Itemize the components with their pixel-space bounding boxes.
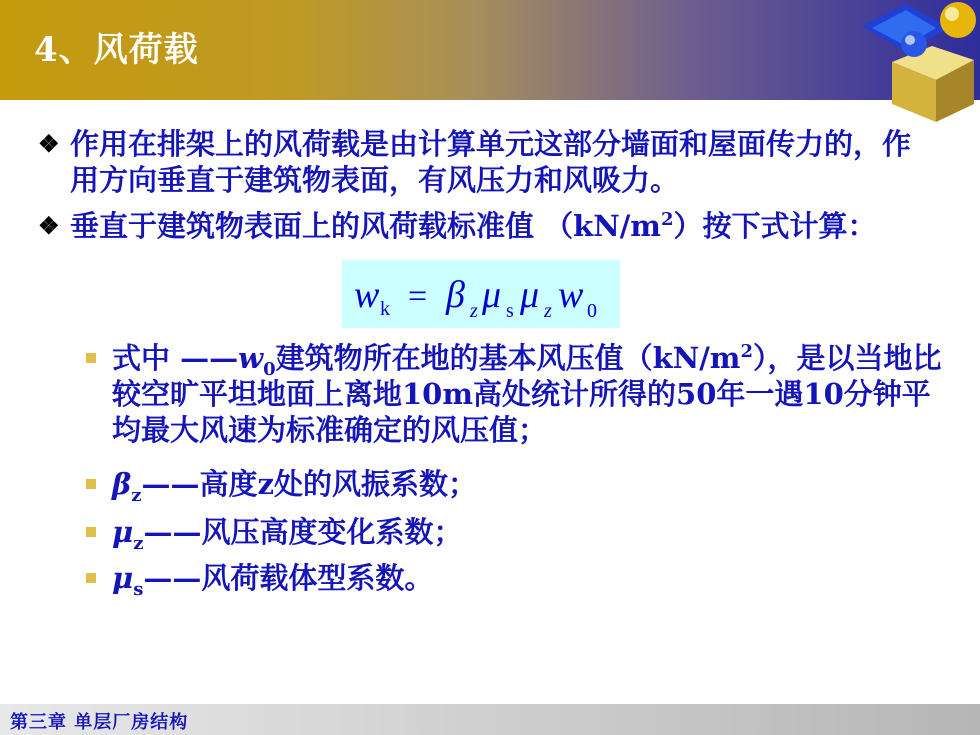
formula-beta: β — [446, 274, 465, 316]
sub-bullet-text: $\beta_z——$高度z处的风振系数； — [112, 467, 477, 506]
cube-with-spheres-icon — [862, 0, 980, 122]
bullet-wind-load-definition — [38, 126, 938, 198]
sub-bullet-text: $\mu_s——$风荷载体型系数。 — [112, 561, 434, 600]
sub-bullet-text: 式中 $——w_0$建筑物所在地的基本风压值$(kN/m^2)$，是以当地比较空旷平坦地面上离地10m高处统计所得的50年一遇10分钟平均最大风速为标准确定的风压值； — [112, 341, 942, 447]
slide-title: 4、风荷载 — [34, 30, 199, 70]
footer-bar — [0, 704, 980, 735]
square-bullet-icon — [86, 479, 96, 489]
formula-mu-s: μ — [482, 274, 502, 316]
sub-bullet-w0 — [86, 340, 946, 448]
formula-w: w — [354, 274, 380, 316]
square-bullet-icon — [86, 573, 96, 583]
formula-w0-sub: 0 — [587, 300, 597, 322]
square-bullet-icon — [86, 353, 96, 363]
bullet-text: 作用在排架上的风荷载是由计算单元这部分墙面和屋面传力的，作用方向垂直于建筑物表面，有风压力和风吸力。 — [70, 127, 912, 197]
diamond-bullet-icon: ❖ — [38, 129, 60, 158]
bullet-standard-value — [38, 208, 938, 244]
formula-w0: w — [558, 274, 584, 316]
wind-load-formula — [342, 260, 620, 328]
chapter-label: 第三章 单层厂房结构 — [10, 712, 189, 733]
formula-beta-sub: z — [470, 300, 478, 322]
sub-bullet-text: $\mu_z——$风压高度变化系数； — [112, 515, 463, 554]
sub-bullet-mu-z — [86, 514, 946, 554]
formula-mu-z: μ — [520, 274, 540, 316]
formula-mu-z-sub: z — [544, 300, 552, 322]
bullet-text: 垂直于建筑物表面上的风荷载标准值 $(kN/m^2)$按下式计算： — [70, 209, 877, 243]
diamond-bullet-icon: ❖ — [38, 211, 60, 240]
sub-bullet-mu-s — [86, 560, 946, 600]
formula-k: k — [380, 298, 390, 320]
title-bar — [0, 0, 980, 100]
formula-mu-s-sub: s — [506, 300, 514, 322]
formula-equals: = — [408, 278, 428, 315]
sub-bullet-beta-z — [86, 466, 946, 506]
square-bullet-icon — [86, 527, 96, 537]
